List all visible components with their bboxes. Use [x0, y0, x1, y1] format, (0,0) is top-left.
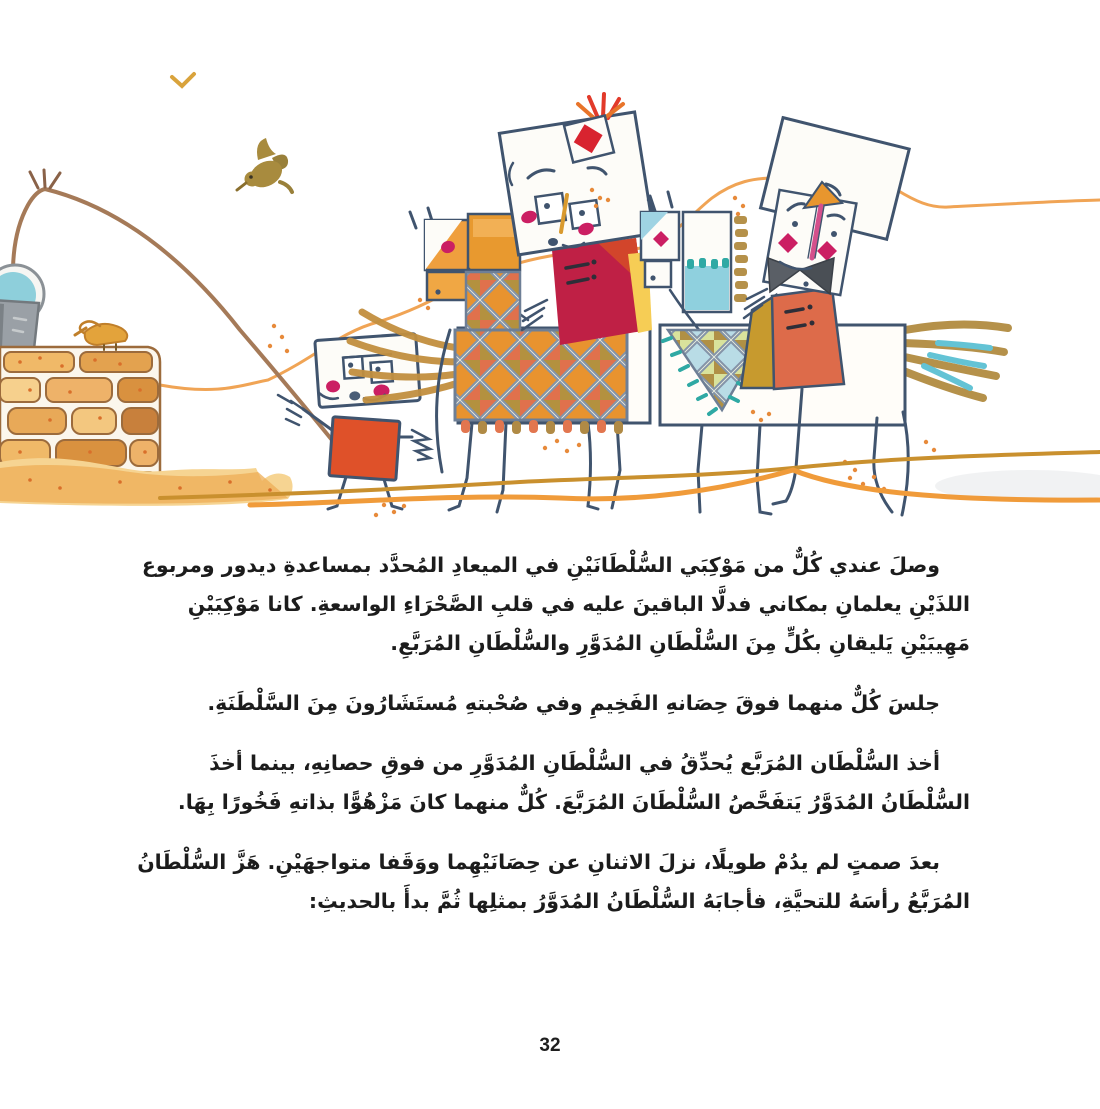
- white-horse-legs: [698, 412, 908, 515]
- round-sultan-head: [761, 118, 910, 295]
- boy-hand-right: [412, 430, 430, 460]
- mane-dashes: [734, 216, 748, 302]
- story-paragraph-1: وصلَ عندي كُلٌّ من مَوْكِبَي السُّلْطَانَيْنِ في الميعادِ المُحدَّد بمساعدةِ ديدور ومربوع اللذَيْنِ يعلمانِ بمكاني فدلَّا الباقينَ عليه في قلبِ الصَّحْرَاءِ الواسعةِ. كانا مَوْكِبَيْنِ مَهِيبَيْنِ يَليقانِ بكُلٍّ مِنَ السُّلْطَانِ المُدَوَّرِ والسُّلْطَانِ المُرَبَّعِ.: [141, 553, 970, 655]
- story-text: [128, 546, 970, 942]
- well-bucket: [0, 265, 44, 349]
- square-sultan-robe: [552, 238, 652, 345]
- flying-bird: [237, 138, 292, 193]
- boy-tunic: [329, 417, 400, 481]
- white-horse-head: [641, 192, 748, 312]
- story-paragraph-3: أخذ السُّلْطَان المُرَبَّع يُحدِّقُ في السُّلْطَانِ المُدَوَّرِ من فوقِ حصانِهِ، بينما أخذَ السُّلْطَانُ المُدَوَّرُ يَتفَحَّصُ السُّلْطَانَ المُرَبَّعَ. كُلٌّ منهما كانَ مَزْهُوًّا بذاتهِ فَخُورًا بِهَا.: [177, 751, 970, 814]
- saddle-patch: [466, 272, 520, 330]
- story-paragraph-2: جلسَ كُلٌّ منهما فوقَ حِصَانهِ الفَخِيمِ وفي صُحْبتهِ مُستَشَارُونَ مِنَ السَّلْطَنَةِ.: [207, 691, 940, 715]
- page-number: 32: [539, 1035, 561, 1056]
- orange-horse-chest-line: [437, 330, 450, 472]
- checkered-blanket: [455, 330, 627, 420]
- story-paragraph-4: بعدَ صمتٍ لم يدُمْ طويلًا، نزلَ الاثنانِ عن حِصَانَيْهِما ووَقَفا متواجهَيْنِ. هَزَّ السُّلْطَانُ المُرَبَّعُ رأسَهُ للتحيَّةِ، فأجابَهُ السُّلْطَانُ المُدَوَّرُ بمثلِها ثُمَّ بدأَ بالحديثِ:: [137, 850, 970, 913]
- white-horse-tail: [896, 324, 1008, 398]
- boy-arm-left: [303, 409, 332, 430]
- well-sweep-knot: [30, 170, 60, 188]
- checkmark-bird: [172, 74, 194, 86]
- square-sultan-hand: [522, 300, 547, 330]
- illustration: [0, 0, 1100, 535]
- perched-bird: [75, 321, 127, 350]
- stone-well: [0, 170, 353, 500]
